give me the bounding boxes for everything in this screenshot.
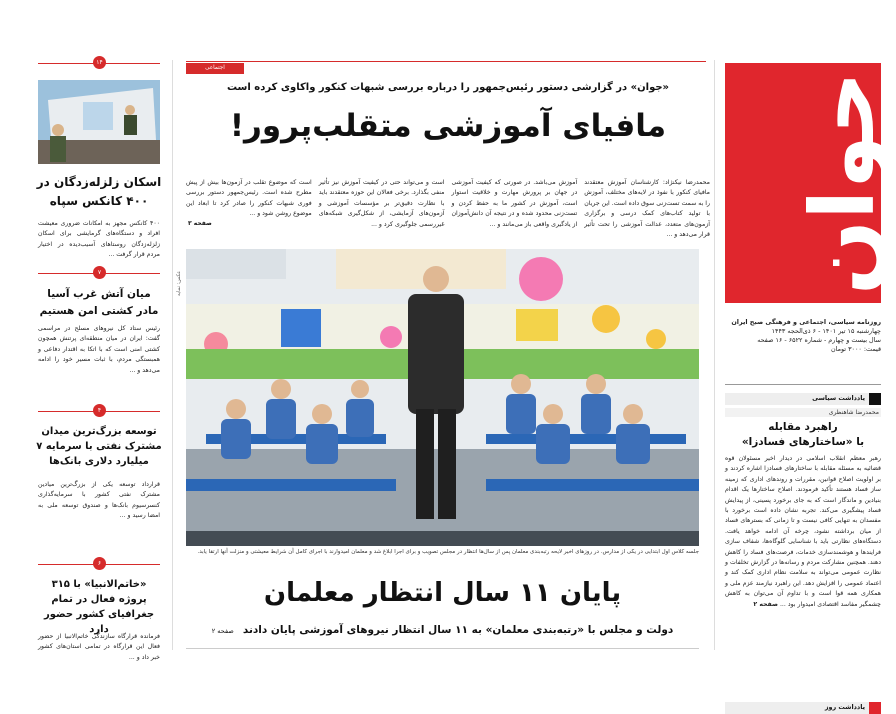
main-continued[interactable]: صفحه ۳ bbox=[188, 220, 212, 227]
left-badge-2: ۷ bbox=[93, 266, 106, 279]
main-kicker: «جوان» در گزارشی دستور رئیس‌جمهور را درباره بررسی شبهات کنکور واکاوی کرده است bbox=[226, 82, 670, 93]
right-divider bbox=[725, 384, 881, 385]
column-divider-right bbox=[714, 60, 715, 650]
main-columns bbox=[186, 178, 710, 239]
right-bottom-tag bbox=[725, 702, 881, 714]
main-area bbox=[178, 56, 710, 658]
right-author: محمدرضا شاهنظری bbox=[725, 408, 881, 417]
left-headline-1: اسکان زلزله‌زدگان در ۴۰۰ کانکس سپاه bbox=[36, 175, 162, 208]
paper-info-line2: چهارشنبه ۱۵ تیر ۱۴۰۱ - ۶ ذی‌الحجه ۱۴۴۳ bbox=[771, 327, 881, 335]
left-badge-3: ۴ bbox=[93, 404, 106, 417]
bottom-subhead-wrap bbox=[186, 618, 699, 637]
paper-info-line1: روزنامه سیاسی، اجتماعی و فرهنگی صبح ایران bbox=[731, 318, 881, 326]
photo-side-credit: عکس: نمایه bbox=[176, 270, 182, 296]
classroom-photo-svg bbox=[186, 249, 699, 546]
main-section-label: اجتماعی bbox=[205, 65, 225, 71]
main-column-1: محمدرضا نیکنژاد: کارشناسان آموزش معتقدند مافیای کنکور با نفوذ در لایه‌های مختلف، آموزش را به سمت تست‌زنی سوق داده است. این جریان با تولید کتاب‌های کمک درسی و برگزاری آزمون‌های متعدد، عدالت آموزشی را تحت تأثیر قرار می‌دهد و ... bbox=[584, 179, 710, 239]
left-headline-2: میان آتش غرب آسیا مادر کشتی امن هستیم bbox=[39, 288, 159, 317]
right-body bbox=[725, 454, 881, 676]
left-body-4: فرمانده قرارگاه سازندگی خاتم‌الانبیا از حضور فعال این قرارگاه در تمامی استان‌های کشور خبر داد و ... bbox=[38, 633, 160, 661]
left-badge-1-wrap bbox=[38, 59, 160, 66]
main-column-3: است و می‌تواند حتی در کیفیت آموزش نیز تأثیر منفی بگذارد. برخی فعالان این حوزه معتقدند باید با نظارت دقیق‌تر بر مؤسسات آموزشی و آزمون‌های آزمایشی، از شکل‌گیری شبکه‌های غیررسمی جلوگیری کرد و ... bbox=[318, 179, 445, 228]
photo-caption: جلسه کلاس اول ابتدایی در یکی از مدارس. در روزهای اخیر لایحه رتبه‌بندی معلمان پس از سال‌ها انتظار در مجلس تصویب و برای اجرا ابلاغ شد و معلمان امیدوارند با اجرای کامل آن شرایط معیشتی و منزلت آنها ارتقا یابد. bbox=[197, 549, 699, 555]
masthead-logo-box bbox=[725, 63, 894, 303]
left-badge-4-wrap bbox=[38, 560, 160, 567]
right-body-text: رهبر معظم انقلاب اسلامی در دیدار اخیر مسئولان قوه قضائیه به مسئله مقابله با ساختارهای فسادزا اشاره کردند و بر اولویت اصلاح قوانین، مقررات و روندهای اداری که زمینه ساز فساد هستند تأکید فرمودند. اصلاح ساختارها یک اقدام بنیادین و ماندگار است که به جای برخورد پسینی، از پیدایش فساد پیشگیری می‌کند. تجربه نشان داده است برخورد با مفسدان به تنهایی کافی نیست و تا زمانی که بسترهای فساد از میان برداشته نشود، چرخه آن ادامه خواهد یافت. دستگاه‌های نظارتی باید با شناسایی گلوگاه‌ها، شفاف سازی فرایندها و هوشمندسازی خدمات، فرصت‌های فساد را کاهش دهند. همچنین مشارکت مردم و رسانه‌ها در گزارش تخلفات و نظارت عمومی می‌تواند به سلامت نظام اداری کمک کند و اعتماد عمومی را افزایش دهد. این راهبرد نیازمند عزم ملی و همکاری همه قوا است و با تداوم آن می‌توان به کاهش چشمگیر مفاسد اقتصادی امیدوار بود ... bbox=[725, 455, 881, 608]
right-section-label: یادداشت سیاسی bbox=[812, 394, 865, 402]
main-top-rule bbox=[186, 61, 706, 62]
masthead-logo: جوان bbox=[791, 71, 894, 295]
left-badge-2-wrap bbox=[38, 269, 160, 276]
bottom-subhead: دولت و مجلس با «رتبه‌بندی معلمان» به ۱۱ سال انتظار نیروهای آموزشی پایان دادند bbox=[242, 624, 674, 636]
right-bottom-label: یادداشت روز bbox=[824, 703, 865, 711]
masthead-logo-svg bbox=[725, 63, 894, 303]
paper-info bbox=[725, 318, 881, 354]
paper-info-line3: سال بیست و چهارم - شماره ۶۵۲۲ - ۱۶ صفحه bbox=[757, 336, 881, 344]
left-body-1: ۴۰۰ کانکس مجهز به امکانات ضروری معیشت افراد و دستگاه‌های گرمایشی برای اسکان زلزله‌زدگان روستاهای آسیب‌دیده در اختیار مردم قرار گرفت ... bbox=[38, 220, 160, 259]
main-column-4: است که موضوع تقلب در آزمون‌ها بیش از پیش مطرح شده است. رئیس‌جمهور دستور بررسی فوری شبهات کنکور را صادر کرد تا ابعاد این موضوع روشن شود و ... bbox=[186, 179, 312, 218]
left-badge-4: ۶ bbox=[93, 557, 106, 570]
main-column-2: آموزش می‌باشد. در صورتی که کیفیت آموزشی در جهان بر پرورش مهارت و خلاقیت استوار است، آموزش در کشور ما به حفظ کردن و تست‌زنی محدود شده و در نتیجه آن دانش‌آموزان از یادگیری واقعی باز می‌مانند و ... bbox=[451, 179, 578, 228]
right-column bbox=[718, 56, 896, 711]
tag-marker-icon bbox=[869, 393, 881, 405]
left-body-3: قرارداد توسعه یکی از بزرگ‌ترین میادین مشترک نفتی کشور با سرمایه‌گذاری کنسرسیوم بانک‌ها و صندوق توسعه ملی به امضا رسید و ... bbox=[38, 481, 160, 520]
left-badge-1: ۱۴ bbox=[93, 56, 106, 69]
right-headline bbox=[725, 420, 881, 450]
left-photo-1 bbox=[38, 80, 160, 164]
left-column bbox=[0, 56, 170, 661]
bottom-tag-marker-icon bbox=[869, 702, 881, 714]
right-continued[interactable]: صفحه ۲ bbox=[753, 600, 778, 608]
paper-info-price: قیمت: ۳۰۰۰ تومان bbox=[830, 345, 881, 353]
bottom-rule bbox=[186, 648, 699, 649]
left-badge-3-wrap bbox=[38, 407, 160, 414]
main-photo bbox=[186, 249, 699, 546]
left-headline-4: «خاتم‌الانبیا» با ۳۱۵ پروژه فعال در تمام جغرافیای کشور حضور دارد bbox=[43, 579, 155, 635]
left-body-2: رئیس ستاد کل نیروهای مسلح در مراسمی گفت: ایران در میان منطقه‌ای پرتنش همچون کشتی امنی است که با اتکا به اقتدار دفاعی و همبستگی مردم، با ثبات مسیر خود را ادامه می‌دهد و ... bbox=[38, 325, 160, 374]
kanex-photo-svg bbox=[38, 80, 160, 164]
main-section-tag bbox=[186, 63, 244, 74]
right-section-tag bbox=[725, 393, 881, 405]
left-headline-3: توسعه بزرگ‌ترین میدان مشترک نفتی با سرمایه ۷ میلیارد دلاری بانک‌ها bbox=[36, 426, 162, 467]
main-headline: مافیای آموزشی متقلب‌پرور! bbox=[229, 108, 667, 144]
right-headline-line1: راهبرد مقابله bbox=[768, 421, 838, 433]
column-divider-left bbox=[172, 60, 173, 650]
bottom-headline: پایان ۱۱ سال انتظار معلمان bbox=[263, 578, 622, 608]
right-headline-line2: با «ساختارهای فسادزا» bbox=[741, 436, 865, 448]
bottom-page-ref[interactable]: صفحه ۲ bbox=[211, 627, 234, 635]
